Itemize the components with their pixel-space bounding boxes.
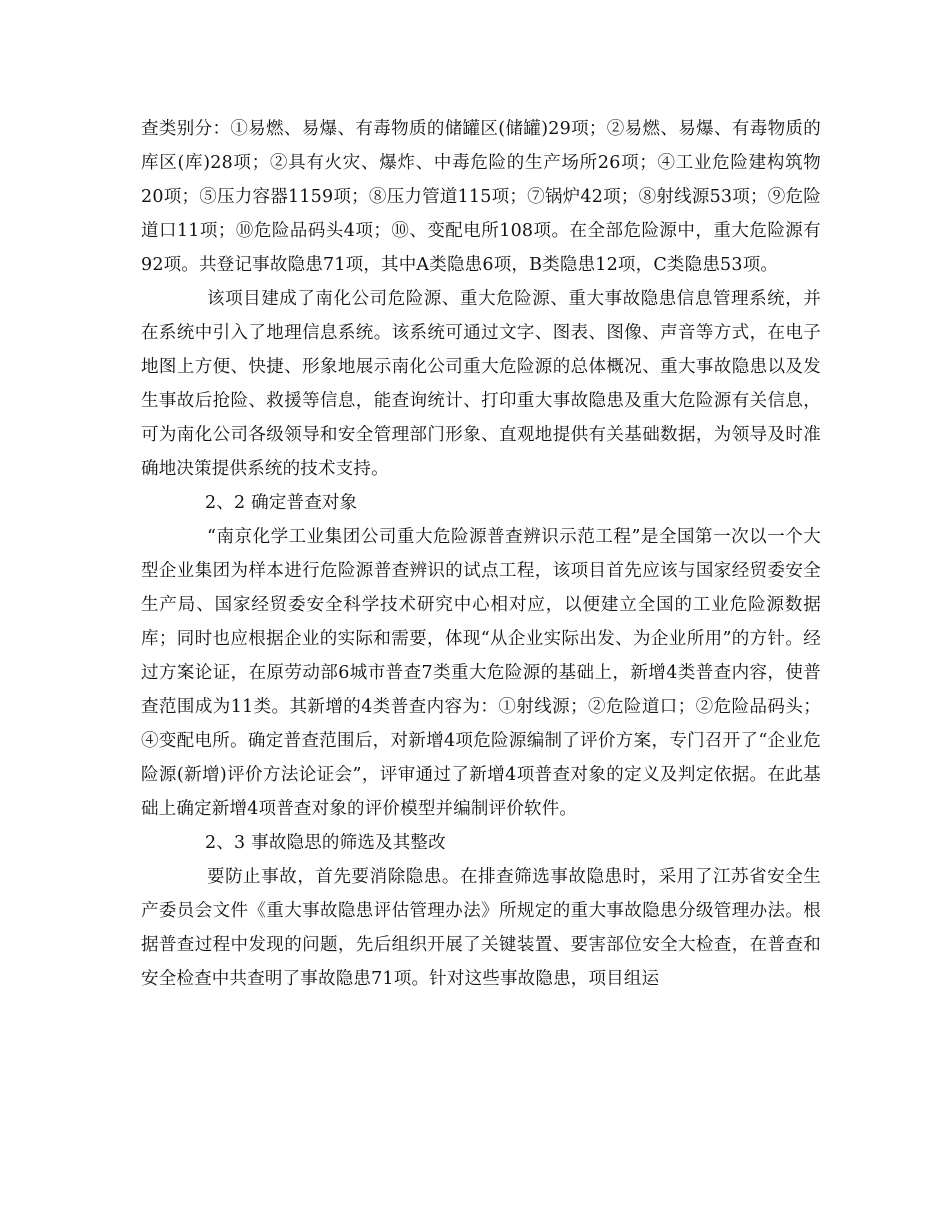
paragraph-survey-objects: “南京化学工业集团公司重大危险源普查辨识示范工程”是全国第一次以一个大型企业集团为样本进行危险源普查辨识的试点工程，该项目首先应该与国家经贸委安全生产局、国家经贸委安全科学技术研究中心相对应，以便建立全国的工业危险源数据库；同时也应根据企业的实际和需要，体现“从企业实际出发、为企业所用”的方针。经过方案论证，在原劳动部6城市普查7类重大危险源的基础上，新增4类普查内容，使普查范围成为11类。其新增的4类普查内容为：①射线源；②危险道口；②危险品码头；④变配电所。确定普查范围后，对新增4项危险源编制了评价方案，专门召开了“企业危险源(新增)评价方法论证会”，评审通过了新增4项普查对象的定义及判定依据。在此基础上确定新增4项普查对象的评价模型并编制评价软件。 (141, 527, 821, 819)
paragraph-hazard-categories: 查类别分：①易燃、易爆、有毒物质的储罐区(储罐)29项；②易燃、易爆、有毒物质的库区(库)28项；②具有火灾、爆炸、中毒危险的生产场所26项；④工业危险建构筑物20项；⑤压力容器1159项；⑧压力管道115项；⑦锅炉42项；⑧射线源53项；⑨危险道口11项；⑩危险品码头4项；⑩、变配电所108项。在全部危险源中，重大危险源有92项。共登记事故隐患71项，其中A类隐患6项，B类隐患12项，C类隐患53项。 (141, 119, 821, 275)
section-heading-2-3: 2、3 事故隐思的筛选及其整改 (205, 833, 446, 853)
section-heading-2-2: 2、2 确定普查对象 (205, 493, 358, 513)
paragraph-information-system: 该项目建成了南化公司危险源、重大危险源、重大事故隐患信息管理系统，并在系统中引入了地理信息系统。该系统可通过文字、图表、图像、声音等方式，在电子地图上方便、快捷、形象地展示南化公司重大危险源的总体概况、重大事故隐患以及发生事故后抢险、救援等信息，能查询统计、打印重大事故隐患及重大危险源有关信息，可为南化公司各级领导和安全管理部门形象、直观地提供有关基础数据，为领导及时准确地决策提供系统的技术支持。 (141, 289, 821, 479)
paragraph-hazard-screening: 要防止事故，首先要消除隐患。在排查筛选事故隐患时，采用了江苏省安全生产委员会文件《重大事故隐患评估管理办法》所规定的重大事故隐患分级管理办法。根据普查过程中发现的问题，先后组织开展了关键装置、要害部位安全大检查，在普查和安全检查中共查明了事故隐患71项。针对这些事故隐患，项目组运 (141, 867, 821, 989)
document-page (141, 112, 821, 996)
